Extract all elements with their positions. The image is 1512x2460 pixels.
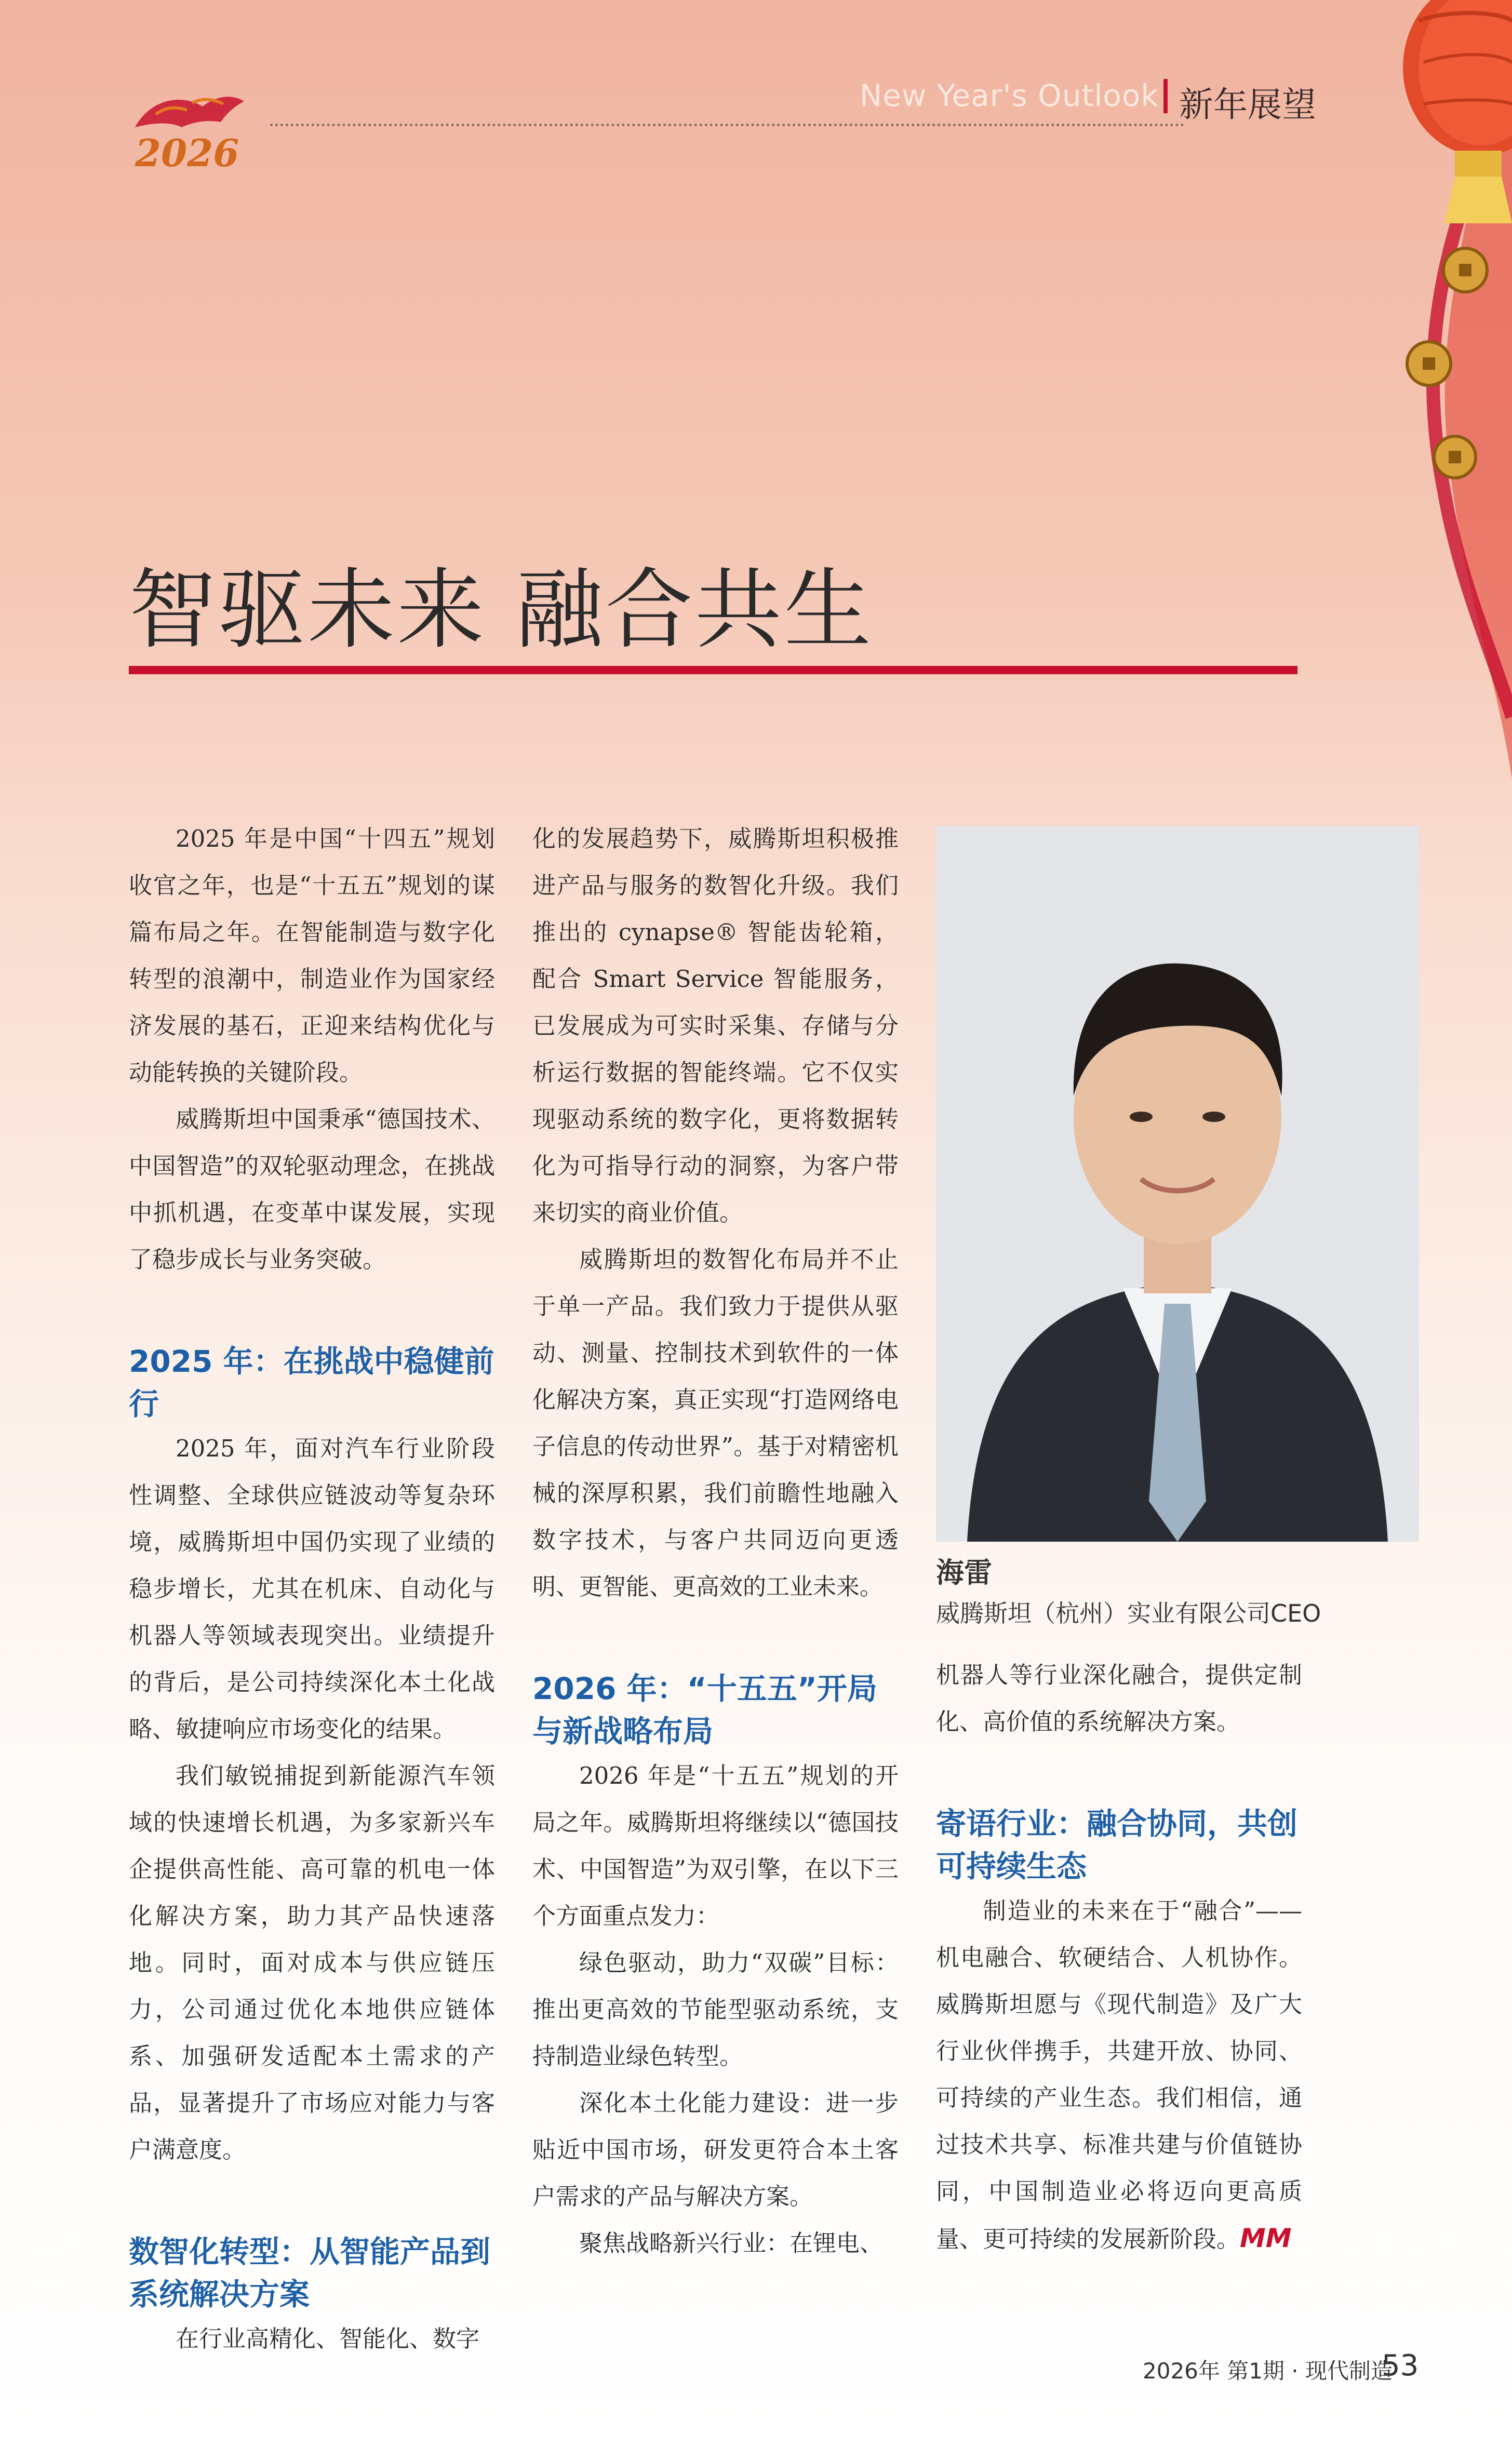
lantern-decoration-icon	[1325, 0, 1512, 779]
paragraph: 在行业高精化、智能化、数字	[176, 2325, 480, 2352]
column-1	[129, 815, 495, 2362]
section-heading: 数智化转型：从智能产品到系统解决方案	[129, 2234, 491, 2312]
paragraph-text: 制造业的未来在于“融合”——机电融合、软硬结合、人机协作。威腾斯坦愿与《现代制造》及广大行业伙伴携手，共建开放、协同、可持续的产业生态。我们相信，通过技术共享、标准共建与价值链协同，中国制造业必将迈向更高质量、更可持续的发展新阶段。	[936, 1897, 1302, 2253]
column-3	[936, 1652, 1302, 2263]
person-portrait-icon	[936, 826, 1419, 1542]
paragraph: 聚焦战略新兴行业：在锂电、	[579, 2229, 884, 2257]
paragraph: 机器人等行业深化融合，提供定制化、高价值的系统解决方案。	[936, 1661, 1302, 1735]
svg-text:2026: 2026	[135, 131, 239, 175]
paragraph	[936, 1888, 1302, 2263]
paragraph: 绿色驱动，助力“双碳”目标：推出更高效的节能型驱动系统，支持制造业绿色转型。	[532, 1949, 899, 2070]
paragraph: 2026 年是“十五五”规划的开局之年。威腾斯坦将继续以“德国技术、中国智造”为双引擎，在以下三个方面重点发力：	[532, 1762, 899, 1930]
section-title-cn: 新年展望	[1179, 85, 1316, 125]
article-title: 智驱未来 融合共生	[129, 559, 874, 661]
caption-role: 威腾斯坦（杭州）实业有限公司CEO	[936, 1599, 1321, 1627]
section-title-en: New Year's Outlook	[859, 78, 1159, 113]
footer-issue: 2026年 第1期 · 现代制造	[1143, 2358, 1393, 2384]
paragraph: 威腾斯坦中国秉承“德国技术、中国智造”的双轮驱动理念，在挑战中抓机遇，在变革中谋发展，实现了稳步成长与业务突破。	[129, 1105, 495, 1273]
horse-logo-icon	[125, 78, 255, 177]
end-mark: MM	[1240, 2223, 1292, 2253]
paragraph: 深化本土化能力建设：进一步贴近中国市场，研发更符合本土客户需求的产品与解决方案。	[532, 2089, 899, 2210]
title-underline	[129, 666, 1297, 674]
logo-2026	[125, 78, 255, 177]
section-heading: 2025 年：在挑战中稳健前行	[129, 1344, 494, 1422]
paragraph: 2025 年是中国“十四五”规划收官之年，也是“十五五”规划的谋篇布局之年。在智能制造与数字化转型的浪潮中，制造业作为国家经济发展的基石，正迎来结构优化与动能转换的关键阶段。	[129, 825, 495, 1086]
page-number: 53	[1382, 2349, 1419, 2383]
section-heading: 寄语行业：融合协同，共创可持续生态	[936, 1806, 1298, 1884]
column-2	[532, 815, 899, 2267]
paragraph: 威腾斯坦的数智化布局并不止于单一产品。我们致力于提供从驱动、测量、控制技术到软件的一体化解决方案，真正实现“打造网络电子信息的传动世界”。基于对精密机械的深厚积累，我们前瞻性地融入数字技术，与客户共同迈向更透明、更智能、更高效的工业未来。	[532, 1246, 899, 1600]
paragraph: 我们敏锐捕捉到新能源汽车领域的快速增长机遇，为多家新兴车企提供高性能、高可靠的机电一体化解决方案，助力其产品快速落地。同时，面对成本与供应链压力，公司通过优化本地供应链体系、加强研发适配本土需求的产品，显著提升了市场应对能力与客户满意度。	[129, 1762, 495, 2163]
header-dotted-rule	[270, 124, 1184, 126]
section-heading: 2026 年：“十五五”开局与新战略布局	[532, 1671, 877, 1749]
header-divider	[1163, 79, 1168, 113]
paragraph: 2025 年，面对汽车行业阶段性调整、全球供应链波动等复杂环境，威腾斯坦中国仍实现了业绩的稳步增长，尤其在机床、自动化与机器人等领域表现突出。业绩提升的背后，是公司持续深化本土化战略、敏捷响应市场变化的结果。	[129, 1435, 495, 1743]
caption-name: 海雷	[936, 1556, 992, 1589]
paragraph: 化的发展趋势下，威腾斯坦积极推进产品与服务的数智化升级。我们推出的 cynapse® 智能齿轮箱，配合 Smart Service 智能服务，已发展成为可实时采集、存储与分析运行数据的智能终端。它不仅实现驱动系统的数字化，更将数据转化为可指导行动的洞察，为客户带来切实的商业价值。	[532, 825, 899, 1226]
portrait-photo	[936, 826, 1419, 1542]
